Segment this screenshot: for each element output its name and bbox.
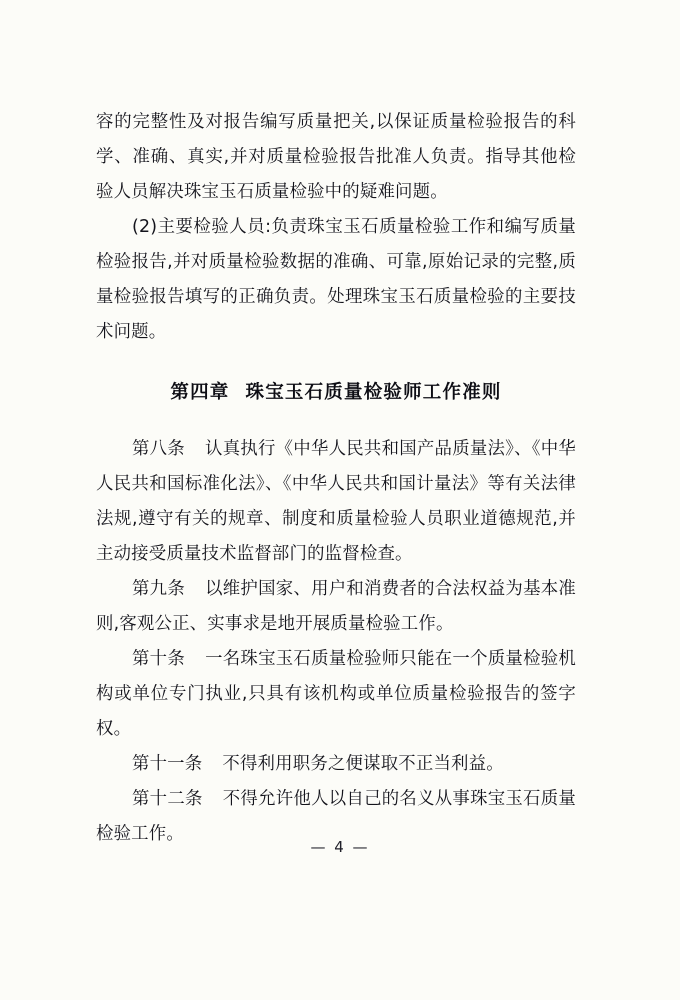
- article-nine-label: 第九条: [132, 579, 185, 599]
- chapter-number: 第四章: [170, 382, 230, 403]
- paragraph-continuation: 容的完整性及对报告编写质量把关,以保证质量检验报告的科学、准确、真实,并对质量检验报告批准人负责。指导其他检验人员解决珠宝玉石质量检验中的疑难问题。: [96, 112, 576, 202]
- article-eight-text: 认真执行《中华人民共和国产品质量法》、《中华人民共和国标准化法》、《中华人民共和国计量法》等有关法律法规,遵守有关的规章、制度和质量检验人员职业道德规范,并主动接受质量技术监督部门的监督检查。: [96, 439, 576, 564]
- article-ten: [96, 642, 576, 747]
- article-ten-label: 第十条: [132, 649, 185, 669]
- article-ten-text: 一名珠宝玉石质量检验师只能在一个质量检验机构或单位专门执业,只具有该机构或单位质量检验报告的签字权。: [96, 649, 576, 739]
- paragraph-main-inspector: (2)主要检验人员:负责珠宝玉石质量检验工作和编写质量检验报告,并对质量检验数据的准确、可靠,原始记录的完整,质量检验报告填写的正确负责。处理珠宝玉石质量检验的主要技术问题。: [96, 217, 576, 342]
- chapter-heading: [96, 376, 576, 410]
- chapter-title-text: 珠宝玉石质量检验师工作准则: [245, 382, 502, 403]
- article-eleven-text: 不得利用职务之便谋取不正当利益。: [222, 754, 504, 774]
- article-eight-label: 第八条: [132, 439, 185, 459]
- page-number: — 4 —: [310, 838, 370, 856]
- article-eleven: [96, 747, 576, 782]
- article-eleven-label: 第十一条: [132, 754, 203, 774]
- article-twelve-text: 不得允许他人以自己的名义从事珠宝玉石质量检验工作。: [96, 789, 576, 844]
- article-eight: [96, 432, 576, 572]
- article-nine-text: 以维护国家、用户和消费者的合法权益为基本准则,客观公正、实事求是地开展质量检验工作。: [96, 579, 576, 634]
- article-twelve-label: 第十二条: [132, 789, 203, 809]
- page-content: [96, 105, 576, 852]
- article-nine: [96, 572, 576, 642]
